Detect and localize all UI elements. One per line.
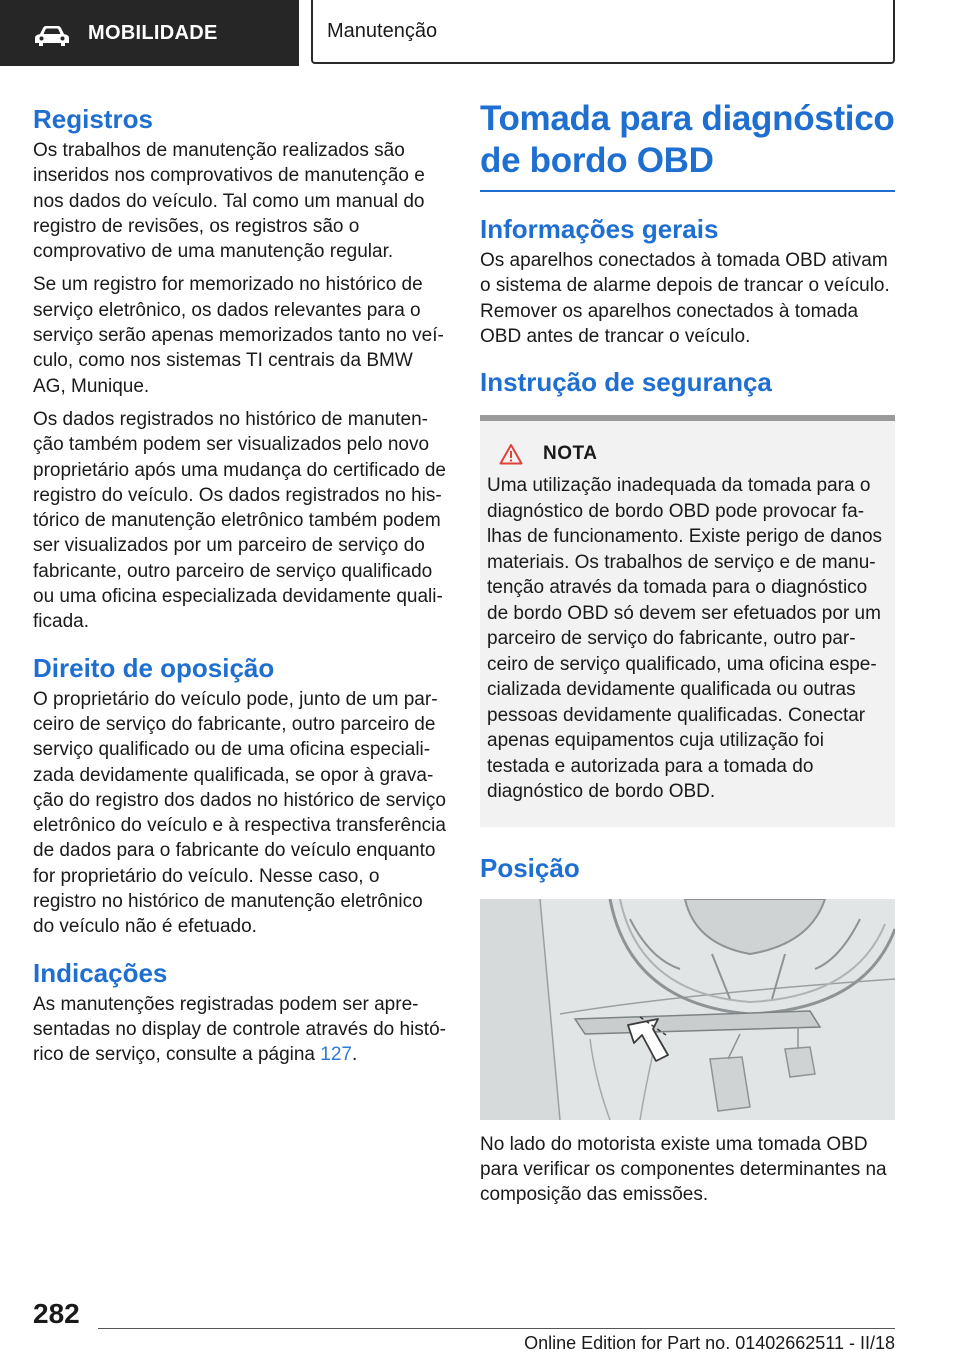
main-title: Tomada para diagnóstico de bordo OBD xyxy=(480,99,895,180)
heading-instrucao-de-seguranca: Instrução de segurança xyxy=(480,367,772,398)
page-header xyxy=(0,0,960,66)
paragraph: Os dados registrados no histórico de manutenção também podem ser visualizados pelo novo proprietário após uma mudança do certificado de registro do veículo. Os dados registrados no histórico de manutenção eletrônico também podem ser visualizados por um parceiro de serviço do fabricante, outro parceiro de serviço qualificado ou uma oficina especializada devidamente qualificada. xyxy=(33,408,446,633)
heading-registros: Registros xyxy=(33,104,153,134)
obd-illustration-drawing xyxy=(480,899,895,1120)
obd-location-illustration xyxy=(480,899,895,1120)
heading-direito-de-oposicao: Direito de oposição xyxy=(33,652,275,683)
note-header xyxy=(487,443,887,465)
paragraph xyxy=(33,992,448,1068)
edition-info: Online Edition for Part no. 01402662511 - II/18 xyxy=(524,1333,895,1353)
right-column xyxy=(480,98,895,1208)
paragraph-end: . xyxy=(351,1044,358,1066)
paragraph: Os trabalhos de manutenção realizados são inseridos nos comprovativos de manutenção e nos dados do veículo. Tal como um manual do registro de revisões, os registros são o comprovativo de uma manutenção regular. xyxy=(33,140,425,263)
paragraph: O proprietário do veículo pode, junto de um parceiro de serviço do fabricante, outro parceiro de serviço qualificado ou de uma oficina especializada devidamente qualificada, se opor à gravação do registro dos dados no histórico de serviço eletrônico do veículo e à respectiva transferência de dados para o fabricante do veículo enquanto for proprietário do veículo. Nesse caso, o registro no histórico de manutenção eletrônico do veículo não é efetuado. xyxy=(33,688,446,938)
paragraph-text: As manutenções registradas podem ser apresentadas no display de controle através do histórico de serviço, consulte a página xyxy=(33,993,446,1066)
page-number: 282 xyxy=(33,1298,80,1329)
car-icon xyxy=(34,25,70,47)
section-label: MOBILIDADE xyxy=(88,22,218,44)
paragraph: Os aparelhos conectados à tomada OBD ativam o sistema de alarme depois de trancar o veículo. Remover os aparelhos conectados à tomada OBD antes de trancar o veículo. xyxy=(480,250,890,347)
title-divider xyxy=(480,190,895,192)
heading-informacoes-gerais: Informações gerais xyxy=(480,214,719,244)
chapter-title: Manutenção xyxy=(327,20,438,42)
note-title: NOTA xyxy=(543,443,598,465)
section-tab xyxy=(0,0,299,66)
page-reference-link[interactable]: 127 xyxy=(320,1044,352,1066)
heading-indicacoes: Indicações xyxy=(33,957,168,988)
heading-posicao: Posição xyxy=(480,852,580,883)
note-text: Uma utilização inadequada da tomada para o diagnóstico de bordo OBD pode provocar falhas de funcionamento. Existe perigo de danos materiais. Os trabalhos de serviço e de manutenção através da tomada para o diagnóstico de bordo OBD só devem ser efetuados por um parceiro de serviço do fabricante, outro parceiro de serviço qualificado, uma oficina especializada devidamente qualificada ou outras pessoas devidamente qualificadas. Conectar apenas equipamentos cuja utilização foi testada e autorizada para a tomada do diagnóstico de bordo OBD. xyxy=(487,475,883,803)
figure-caption: No lado do motorista existe uma tomada OBD para verificar os componentes determinantes na composição das emissões. xyxy=(480,1133,887,1206)
note-box xyxy=(480,415,895,827)
chapter-box xyxy=(311,0,895,64)
paragraph: Se um registro for memorizado no histórico de serviço eletrônico, os dados relevantes para o serviço serão apenas memorizados tanto no veículo, como nos sistemas TI centrais da BMW AG, Munique. xyxy=(33,274,444,397)
warning-triangle-icon xyxy=(499,443,523,465)
footer-divider xyxy=(98,1328,895,1329)
left-column xyxy=(33,98,448,1068)
